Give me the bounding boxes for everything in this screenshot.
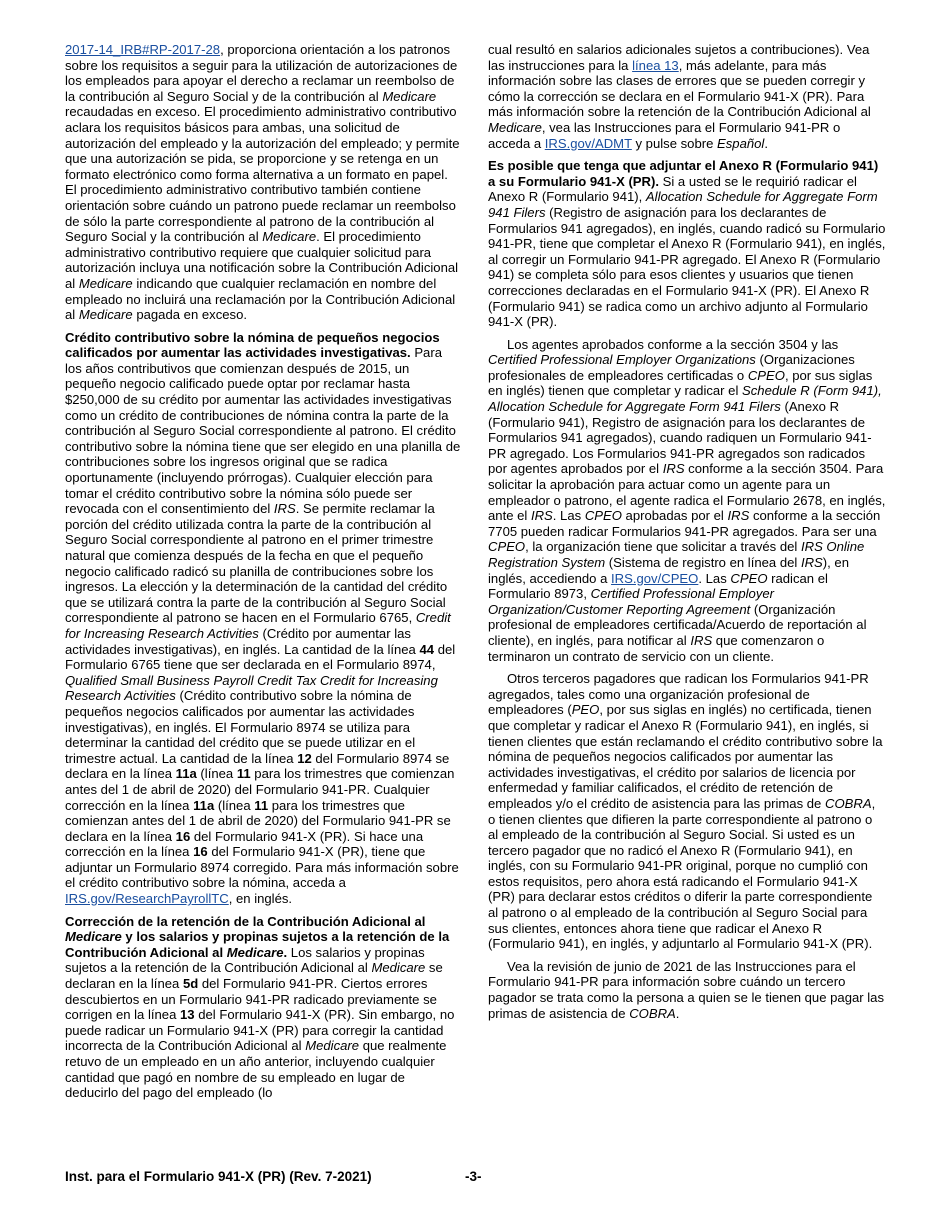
additional-medicare-heading: Corrección de la retención de la Contribución Adicional al Medicare y los salarios y propinas sujetos a la retención de la Contribución Adicional al Medicare. (65, 913, 450, 960)
footer-page-number: -3- (465, 1169, 482, 1184)
agents-cpeo-paragraph: Los agentes aprobados conforme a la sección 3504 y las Certified Professional Employer Organizations (Organizaciones profesionales de empleadores certificadas o CPEO, por sus siglas en inglés) tienen que completar y radicar el Schedule R (Form 941), Allocation Schedule for Aggregate Form 941 Filers (Anexo R (Formulario 941), Registro de asignación para los declarantes de Formularios 941 agregados), cuando radiquen un Formulario 941-PR agregado. Los Formularios 941-PR agregados son radicados por agentes aprobados por el IRS conforme a la sección 3504. Para solicitar la aprobación para actuar como un agente para un empleador o patrono, el agente radica el Formulario 2678, en inglés, ante el IRS. Las CPEO aprobadas por el IRS conforme a la sección 7705 pueden radicar Formularios 941-PR agregados. Para ser una CPEO, la organización tiene que solicitar a través del IRS Online Registration System (Sistema de registro en línea del IRS), en inglés, accediendo a IRS.gov/CPEO. Las CPEO radican el Formulario 8973, Certified Professional Employer Organization/Customer Reporting Agreement (Organización profesional de empleadores certificada/Acuerdo de reportación al cliente), en inglés, para notificar al IRS que comenzaron o terminaron un contrato de servicio con un cliente. (488, 336, 886, 664)
third-party-payers-paragraph: Otros terceros pagadores que radican los Formularios 941-PR agregados, tales como una organización profesional de empleadores (PEO, por sus siglas en inglés) no certificada, tienen que completar y radicar el Anexo R (Formulario 941), en inglés, si tienen clientes que están reclamando el crédito contributivo sobre la nómina de pequeños negocios calificados por aumentar las actividades investigativas, el crédito por salarios de licencia por enfermedad y familiar calificados, el crédito de retención de empleados y/o el crédito de asistencia para las primas de COBRA, o tienen clientes que difieren la parte correspondiente al patrono o al empleado de la contribución al Seguro Social. Si usted es un tercero pagador que no radicó el Anexo R (Formulario 941), en inglés, con su Formulario 941-PR original, porque no cumplió con estos requisitos, pero ahora está radicando el Formulario 941-X (PR) para declarar estos créditos o diferir la parte correspondiente al patrono o al empleado de la contribución al Seguro Social para sus clientes, entonces ahora tiene que radicar el Anexo R (Formulario 941), en inglés, y adjuntarlo al Formulario 941-X (PR). (488, 671, 883, 952)
research-payroll-tc-link[interactable]: IRS.gov/ResearchPayrollTC (65, 891, 229, 907)
linea-13-link[interactable]: línea 13 (632, 57, 679, 73)
schedule-r-paragraph: Es posible que tenga que adjuntar el Anexo R (Formulario 941) a su Formulario 941-X (PR). Si a usted se le requirió radicar el Anexo R (Formulario 941), Allocation Schedule for Aggregate Form 941 Filers (Registro de asignación para los declarantes de Formularios 941 agregados), en inglés, cuando radicó su Formulario 941-PR, tiene que completar el Anexo R (Formulario 941), en inglés, al corregir un Formulario 941-PR agregado. El Anexo R (Formulario 941) se completa sólo para esos clientes y usuarios que tienen correcciones declaradas en el Formulario 941-X (PR). El Anexo R (Formulario 941) se radica como un archivo adjunto al Formulario 941-X (PR). (488, 158, 886, 330)
continuation-paragraph: cual resultó en salarios adicionales sujetos a contribuciones). Vea las instrucciones para la línea 13, más adelante, para más información sobre las clases de errores que se pueden corregir y cómo la corrección se declara en el Formulario 941-X (PR). Para más información sobre la retención de la Contribución Adicional al Medicare, vea las Instrucciones para el Formulario 941-PR o acceda a IRS.gov/ADMT y pulse sobre Español. (488, 42, 871, 151)
research-payroll-credit-heading: Crédito contributivo sobre la nómina de pequeños negocios calificados por aumentar las actividades investigativas. (65, 329, 440, 361)
cobra-revision-paragraph: Vea la revisión de junio de 2021 de las Instrucciones para el Formulario 941-PR para información sobre cuándo un tercero pagador se trata como la persona a quien se le tienen que pagar las primas de asistencia de COBRA. (488, 958, 884, 1021)
rev-proc-paragraph: 2017-14_IRB#RP-2017-28, proporciona orientación a los patronos sobre los requisitos a seguir para la utilización de autorizaciones de los empleados para apoyar el derecho a reclamar un reembolso de la contribución al Seguro Social y de la contribución al Medicare recaudadas en exceso. El procedimiento administrativo contributivo aclara los requisitos básicos para ambas, una solicitud de autorización del empleado y la autorización del empleado; y permite que una autorización se pida, se proporcione y se retenga en un formato electrónico como forma alternativa a un formato en papel. El procedimiento administrativo contributivo también contiene orientación sobre cuándo un patrono puede reclamar un reembolso de sólo la parte correspondiente al patrono de la contribución al Seguro Social y la contribución al Medicare. El procedimiento administrativo contributivo requiere que cualquier solicitud para autorización incluya una notificación sobre la Contribución Adicional al Medicare indicando que cualquier reclamación en nombre del empleado no incluirá una reclamación por la Contribución Adicional al Medicare pagada en exceso. (65, 42, 460, 323)
footer-form-title: Inst. para el Formulario 941-X (PR) (Rev. 7-2021) (65, 1169, 372, 1184)
left-column (65, 42, 461, 1108)
schedule-r-heading: Es posible que tenga que adjuntar el Anexo R (Formulario 941) a su Formulario 941-X (PR). (488, 158, 879, 189)
right-column (488, 42, 886, 1028)
rev-proc-link[interactable]: 2017-14_IRB#RP-2017-28 (65, 42, 221, 57)
additional-medicare-paragraph: Corrección de la retención de la Contribución Adicional al Medicare y los salarios y propinas sujetos a la retención de la Contribución Adicional al Medicare. Los salarios y propinas sujetos a la retención de la Contribución Adicional al Medicare se declaran en la línea 5d del Formulario 941-PR. Ciertos errores descubiertos en un Formulario 941-PR radicado previamente se corrigen en la línea 13 del Formulario 941-X (PR). Sin embargo, no puede radicar un Formulario 941-X (PR) para corregir la cantidad incorrecta de la Contribución Adicional al Medicare que realmente retuvo de un empleado en un año anterior, incluyendo cualquier cantidad que pagó en nombre de su empleado en lugar de deducirlo del pago del empleado (lo (65, 913, 455, 1101)
irs-admt-link[interactable]: IRS.gov/ADMT (544, 135, 632, 151)
research-payroll-credit-paragraph: Crédito contributivo sobre la nómina de pequeños negocios calificados por aumentar las actividades investigativas. Para los años contributivos que comienzan después de 2015, un pequeño negocio calificado puede optar por reclamar hasta $250,000 de su crédito por aumentar las actividades investigativas como un crédito de contribuciones de nómina contra la parte de la contribución al Seguro Social correspondiente al patrono. El crédito contributivo sobre la nómina tiene que ser elegido en una planilla de contribuciones sobre los ingresos original que se radica oportunamente (incluyendo prórrogas). Cualquier elección para tomar el crédito contributivo sobre la nómina sólo puede ser revocada con el consentimiento del IRS. Se permite reclamar la porción del crédito utilizada contra la parte de la contribución al Seguro Social correspondiente al patrono en el primer trimestre natural que comienza después de la fecha en que el pequeño negocio calificado radicó su planilla de contribuciones sobre los ingresos. La elección y la determinación de la cantidad del crédito que se utilizará contra la parte de la contribución al Seguro Social correspondiente al patrono se hacen en el Formulario 6765, Credit for Increasing Research Activities (Crédito por aumentar las actividades investigativas), en inglés. La cantidad de la línea 44 del Formulario 6765 tiene que ser declarada en el Formulario 8974, Qualified Small Business Payroll Credit Tax Credit for Increasing Research Activities (Crédito contributivo sobre la nómina de pequeños negocios calificados por aumentar las actividades investigativas), en inglés. El Formulario 8974 se utiliza para determinar la cantidad del crédito que se puede utilizar en el trimestre actual. La cantidad de la línea 12 del Formulario 8974 se declara en la línea 11a (línea 11 para los trimestres que comienzan antes del 1 de abril de 2020) del Formulario 941-PR. Cualquier corrección en la línea 11a (línea 11 para los trimestres que comienzan antes del 1 de abril de 2020) del Formulario 941-PR se declara en la línea 16 del Formulario 941-X (PR). Si hace una corrección en la línea 16 del Formulario 941-X (PR), tiene que adjuntar un Formulario 8974 corregido. Para más información sobre el crédito contributivo sobre la nómina, acceda a IRS.gov/ResearchPayrollTC, en inglés. (65, 329, 461, 907)
irs-cpeo-link[interactable]: IRS.gov/CPEO (611, 570, 699, 586)
